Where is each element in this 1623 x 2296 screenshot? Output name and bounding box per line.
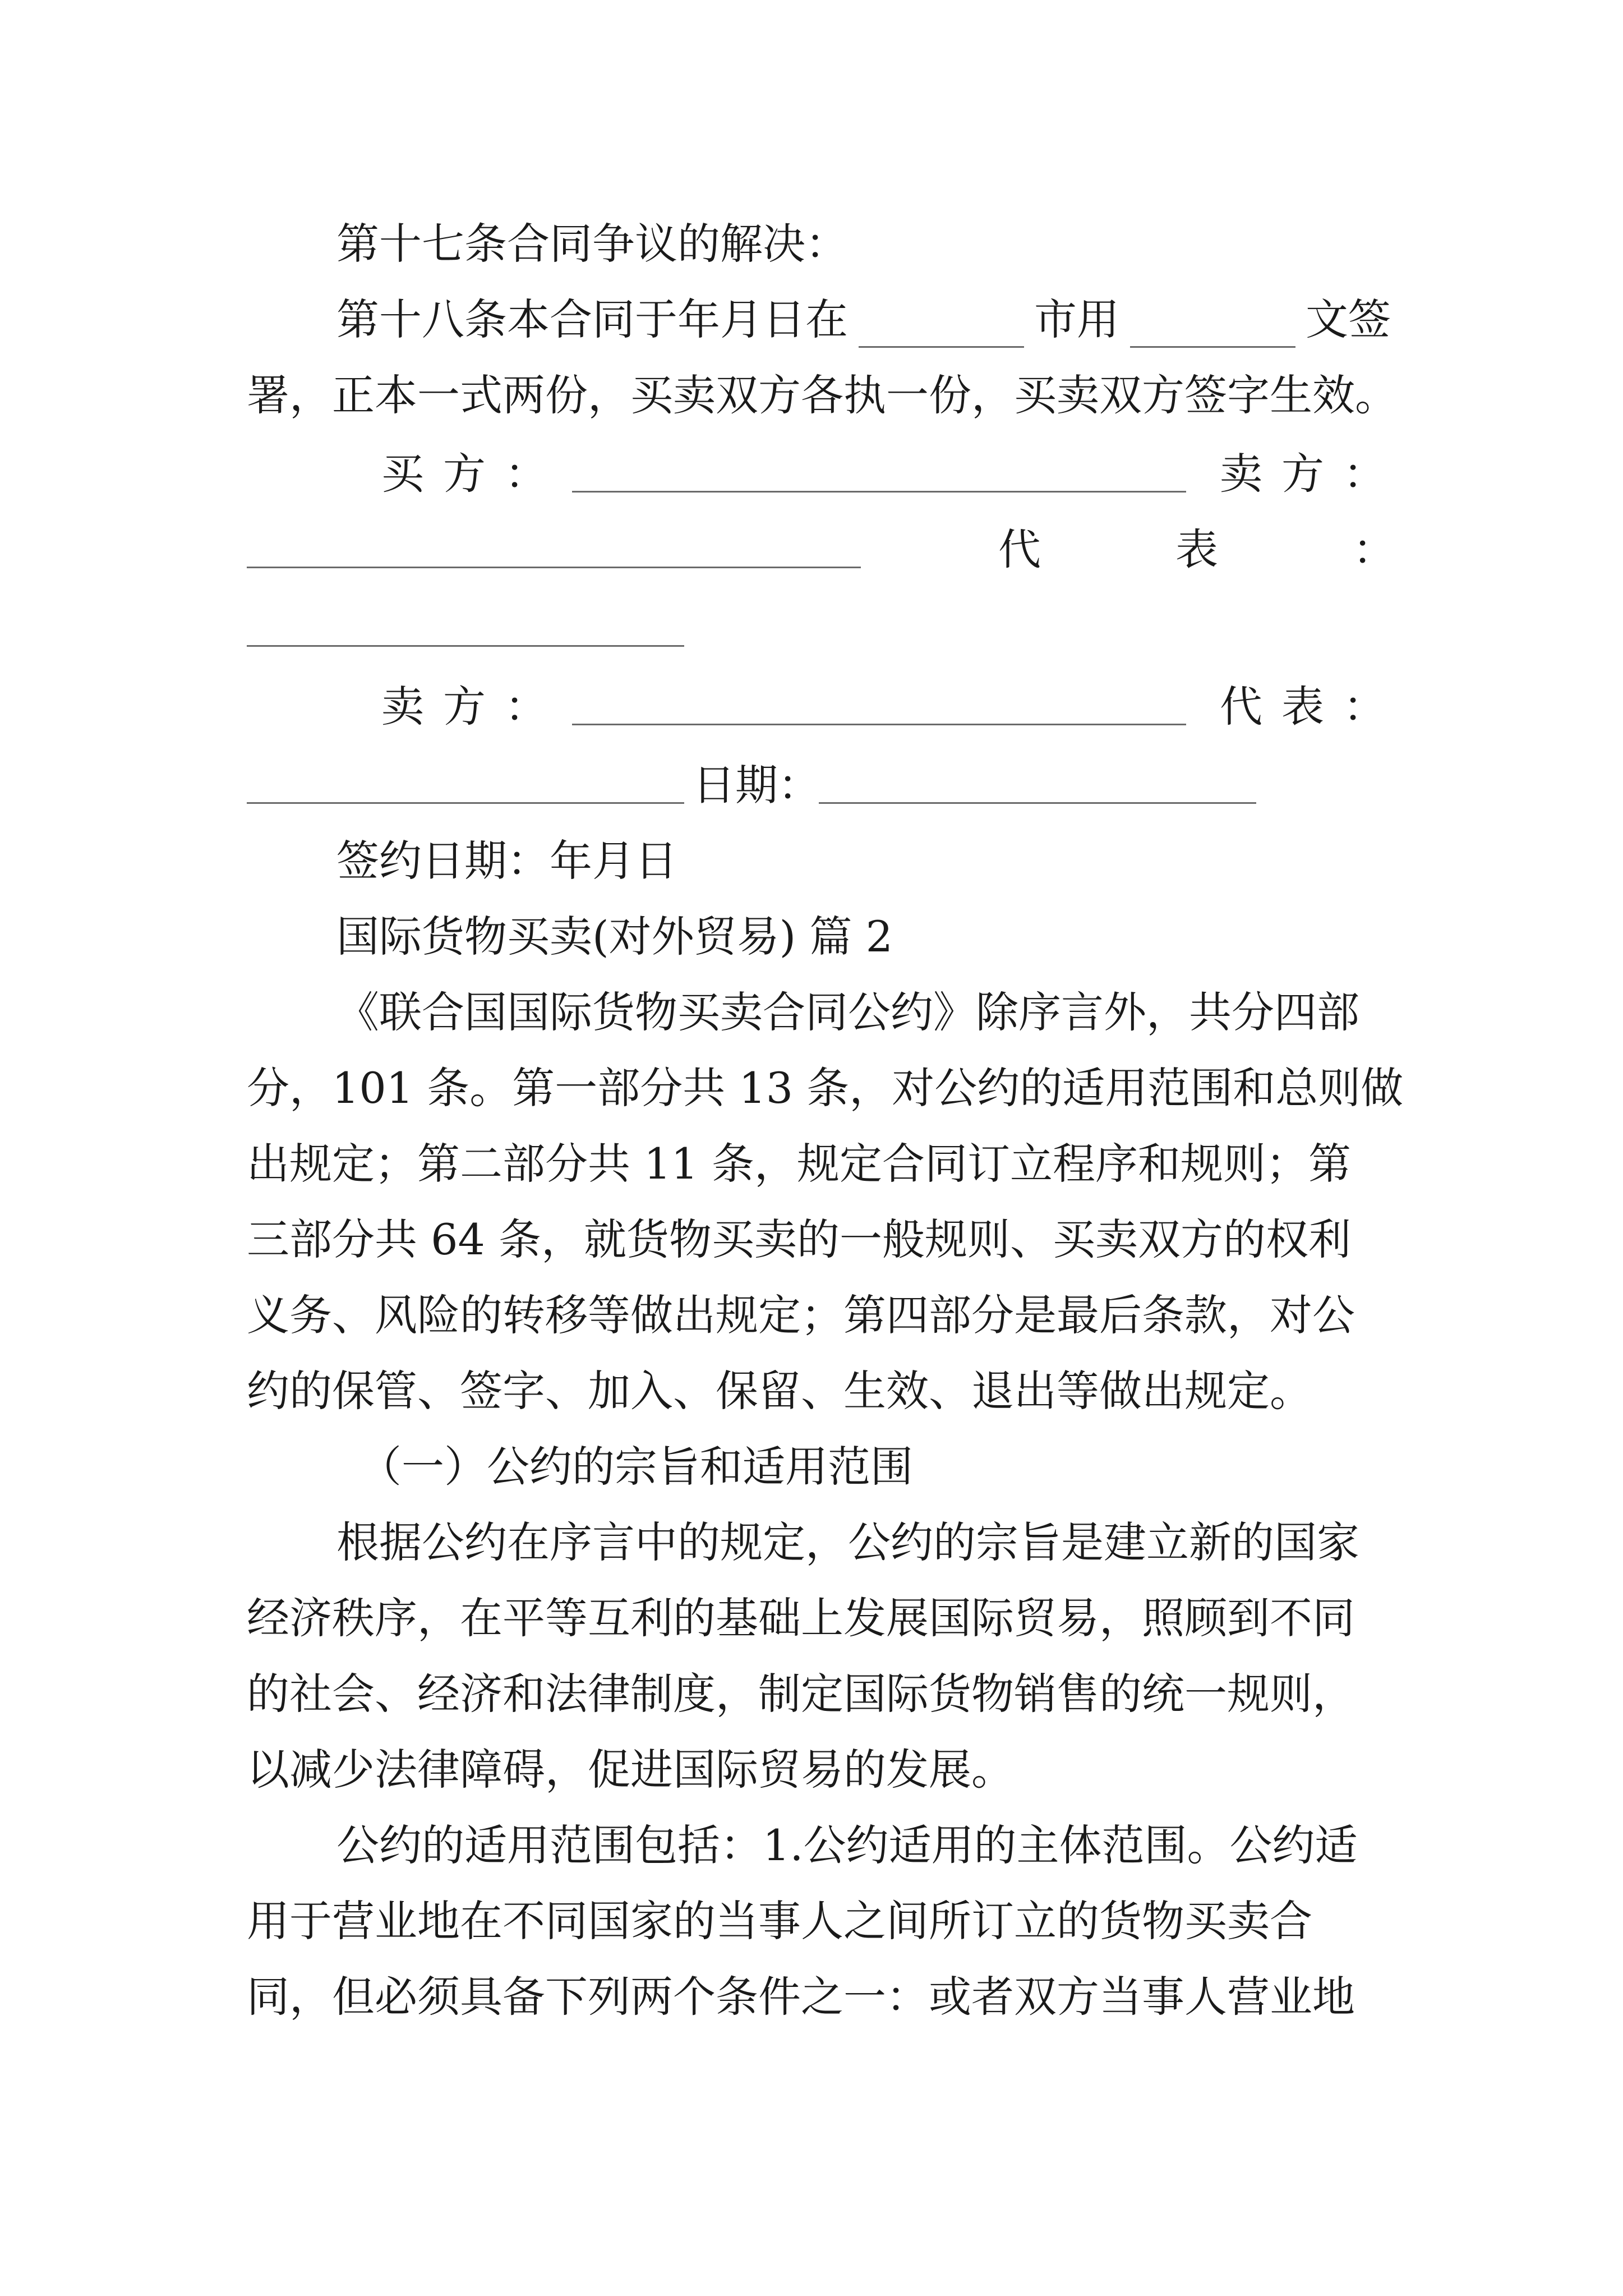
para2-line-3: 的社会、经济和法律制度，制定国际货物销售的统一规则， bbox=[247, 1669, 1355, 1719]
seller-blank-2 bbox=[572, 679, 1186, 725]
date-label: 日期： bbox=[693, 760, 820, 810]
subheading-text: （一）公约的宗旨和适用范围 bbox=[359, 1442, 913, 1492]
para1-line-5: 义务、风险的转移等做出规定；第四部分是最后条款，对公 bbox=[247, 1290, 1355, 1340]
representative-blank bbox=[247, 600, 684, 647]
article-18-line-1 bbox=[336, 292, 1391, 348]
para2-line-1: 根据公约在序言中的规定，公约的宗旨是建立新的国家 bbox=[336, 1517, 1359, 1567]
date-blank bbox=[819, 757, 1256, 804]
section-heading bbox=[336, 909, 1391, 965]
buyer-blank bbox=[572, 446, 1186, 493]
section-heading-text: 国际货物买卖(对外贸易) 篇 2 bbox=[336, 912, 893, 961]
sign-date-text: 签约日期：年月日 bbox=[336, 836, 677, 886]
representative-blank-2 bbox=[247, 757, 684, 804]
para3-line-2: 用于营业地在不同国家的当事人之间所订立的货物买卖合 bbox=[247, 1896, 1312, 1946]
buyer-label: 买方： bbox=[381, 449, 566, 499]
para1-line-3: 出规定；第二部分共 11 条，规定合同订立程序和规则；第 bbox=[247, 1139, 1352, 1189]
language-blank bbox=[1130, 301, 1295, 348]
para3-line-3: 同，但必须具备下列两个条件之一：或者双方当事人营业地 bbox=[247, 1972, 1355, 2022]
subheading bbox=[359, 1439, 1391, 1495]
article-18-text-a: 第十八条本合同于年月日在 bbox=[336, 295, 848, 344]
para3-line-1: 公约的适用范围包括：1.公约适用的主体范围。公约适 bbox=[336, 1820, 1358, 1870]
para1-line-1: 《联合国国际货物买卖合同公约》除序言外，共分四部 bbox=[336, 987, 1359, 1037]
buyer-seller-line bbox=[247, 446, 1405, 502]
seller-rep-line bbox=[247, 522, 1530, 578]
para2-line-2: 经济秩序，在平等互利的基础上发展国际贸易，照顾到不同 bbox=[247, 1593, 1355, 1643]
seller-rep-line-2 bbox=[247, 679, 1405, 735]
article-18-text-line2: 署，正本一式两份，买卖双方各执一份，买卖双方签字生效。 bbox=[247, 370, 1398, 420]
para2-line-4: 以减少法律障碍，促进国际贸易的发展。 bbox=[247, 1745, 1014, 1795]
rep-date-line bbox=[247, 757, 1391, 813]
article-18-line-2 bbox=[247, 367, 1398, 424]
representative-label: 代表： bbox=[998, 524, 1530, 574]
seller-blank bbox=[247, 522, 861, 568]
article-17-text: 第十七条合同争议的解决： bbox=[336, 219, 848, 269]
para1-line-2: 分，101 条。第一部分共 13 条，对公约的适用范围和总则做 bbox=[247, 1063, 1404, 1113]
article-18-text-c: 文签 bbox=[1306, 295, 1391, 344]
representative-label-2: 代表： bbox=[1220, 682, 1405, 731]
representative-blank-line bbox=[247, 600, 1391, 656]
city-blank bbox=[859, 301, 1024, 348]
seller-label-2: 卖方： bbox=[381, 682, 566, 731]
sign-date bbox=[336, 833, 1391, 889]
article-17 bbox=[336, 216, 1391, 272]
seller-label: 卖方： bbox=[1220, 449, 1405, 499]
para1-line-6: 约的保管、签字、加入、保留、生效、退出等做出规定。 bbox=[247, 1366, 1312, 1416]
article-18-text-b: 市用 bbox=[1034, 295, 1119, 344]
para1-line-4: 三部分共 64 条，就货物买卖的一般规则、买卖双方的权利 bbox=[247, 1214, 1352, 1264]
